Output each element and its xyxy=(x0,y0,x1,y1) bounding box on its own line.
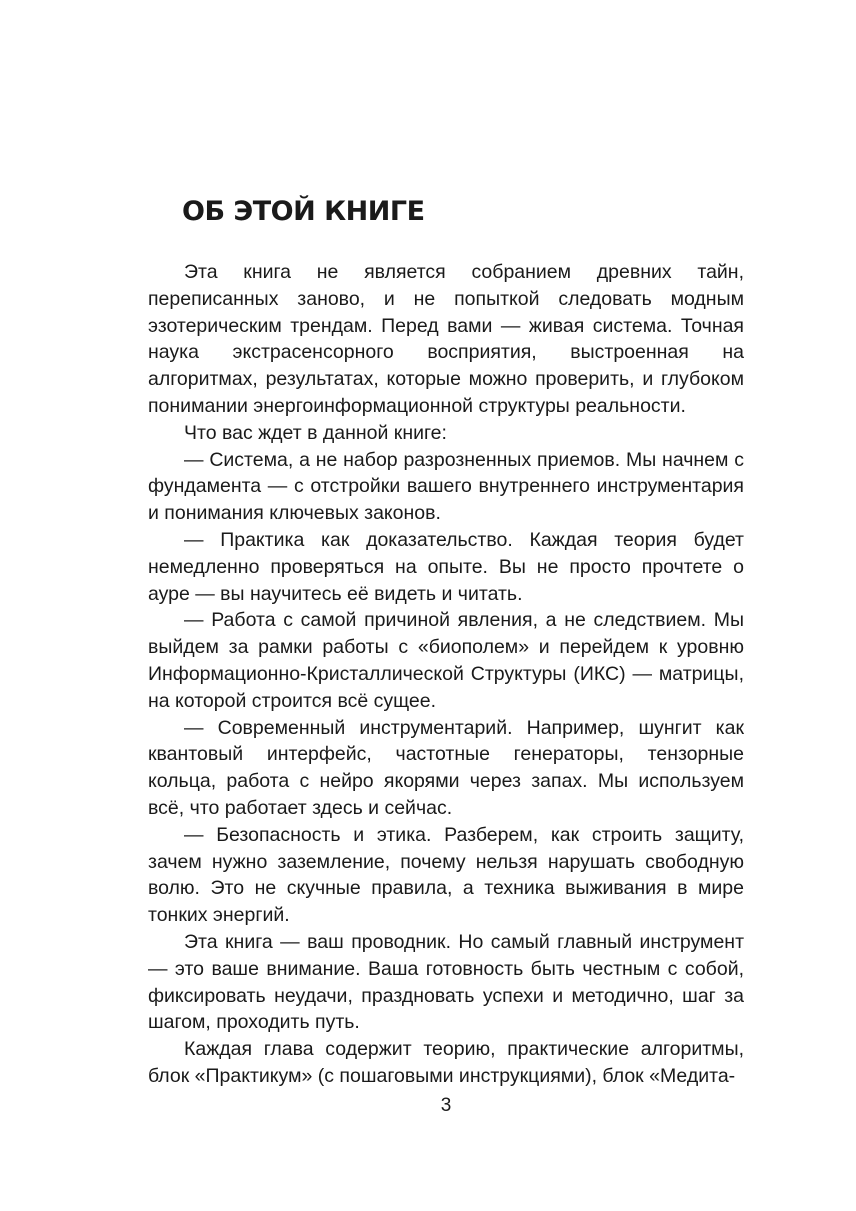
chapter-title: ОБ ЭТОЙ КНИГЕ xyxy=(182,196,425,227)
book-page xyxy=(148,0,744,1211)
paragraph-tools: — Современный инструментарий. Например, шунгит как квантовый интерфейс, частотные генераторы, тензорные кольца, работа с нейро якорями через запах. Мы используем всё, что работает здесь и сейчас. xyxy=(148,716,744,819)
paragraph-guide: Эта книга — ваш проводник. Но самый главный инструмент — это ваше внимание. Ваша готовность быть честным с собой, фиксировать неудачи, праздновать успехи и методично, шаг за шагом, проходить путь. xyxy=(148,930,744,1034)
paragraph-intro: Эта книга не является собранием древних тайн, переписанных заново, и не попыткой следовать модным эзотерическим трендам. Перед вами — живая система. Точная наука экстрасенсорного восприятия, выстроенная на алгоритмах, результатах, которые можно проверить, и глубоком понимании энергоинформационной структуры реальности. xyxy=(148,261,744,417)
paragraph-chapters: Каждая глава содержит теорию, практические алгоритмы, блок «Практикум» (с пошаговыми инструкциями), блок «Медита- xyxy=(148,1038,744,1087)
paragraph-practice: — Практика как доказательство. Каждая теория будет немедленно проверяться на опыте. Вы не просто прочтете о ауре — вы научитесь её видеть и читать. xyxy=(148,528,744,605)
paragraph-cause: — Работа с самой причиной явления, а не следствием. Мы выйдем за рамки работы с «биополем» и перейдем к уровню Информационно-Кристаллической Структуры (ИКС) — матрицы, на которой строится всё сущее. xyxy=(148,609,744,712)
paragraph-system: — Система, а не набор разрозненных приемов. Мы начнем с фундамента — с отстройки вашего внутреннего инструментария и понимания ключевых законов. xyxy=(148,448,744,525)
page-number: 3 xyxy=(440,1095,452,1116)
paragraph-safety: — Безопасность и этика. Разберем, как строить защиту, зачем нужно заземление, почему нельзя нарушать свободную волю. Это не скучные правила, а техника выживания в мире тонких энергий. xyxy=(148,823,744,927)
body-text xyxy=(148,259,744,1090)
paragraph-what-awaits: Что вас ждет в данной книге: xyxy=(184,421,447,444)
